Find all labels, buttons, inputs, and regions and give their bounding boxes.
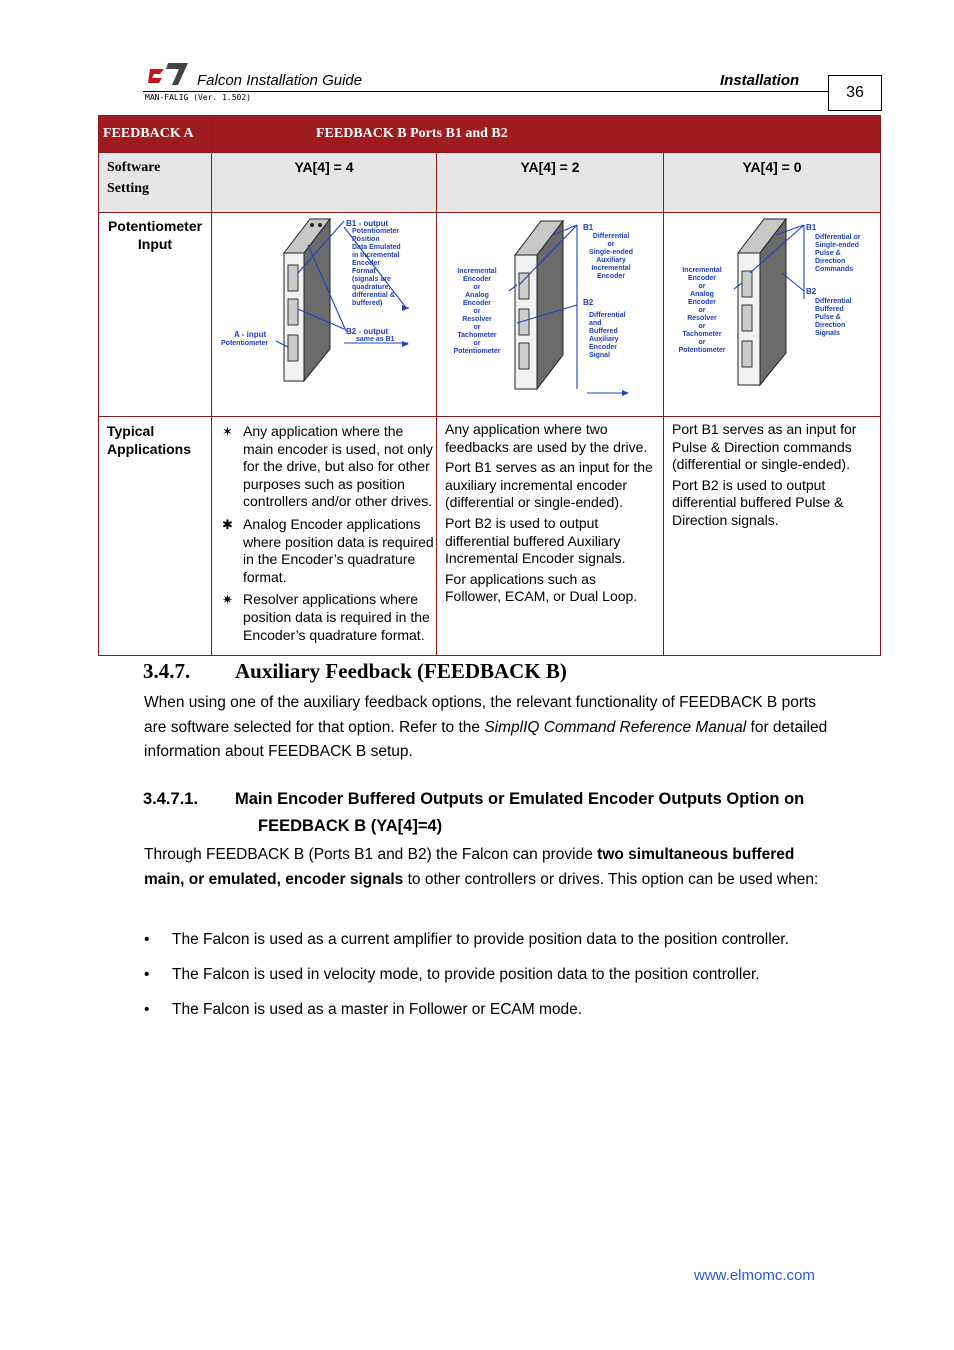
source-line: Resolver (687, 315, 717, 322)
section-paragraph (144, 691, 834, 765)
drive-diagram-ya2 (437, 213, 664, 413)
b1-desc-line: differential & (352, 292, 395, 299)
list-item-text: Any application where the main encoder is used, not only for the drive, but also for other purposes such as position controllers and/or other drives. (243, 423, 433, 510)
drive-unit-illustration (284, 219, 330, 381)
source-line: Resolver (462, 316, 492, 323)
list-item (144, 966, 760, 984)
table-header-row (99, 116, 881, 153)
b1-desc-line: Single-ended (815, 242, 859, 249)
list-item-text: The Falcon is used in velocity mode, to provide position data to the position controller. (172, 966, 760, 983)
star-bullet-icon: ✶ (222, 424, 233, 439)
b1-desc-line: Pulse & (815, 250, 841, 257)
source-line: Tachometer (682, 331, 722, 338)
b1-desc-line: Encoder (596, 273, 626, 280)
b1-desc-line: Data Emulated (352, 244, 401, 251)
source-line: or (698, 307, 706, 314)
diagram-cell-ya4 (212, 213, 437, 417)
paragraph-text: to other controllers or drives. This option can be used when: (403, 870, 819, 888)
subsection-paragraph (144, 843, 834, 892)
list-item (212, 516, 436, 586)
list-item (144, 1001, 582, 1019)
section-title: Auxiliary Feedback (FEEDBACK B) (235, 659, 567, 683)
b1-desc-line: Differential or (815, 234, 861, 241)
b1-desc-line: in Incremental (352, 252, 400, 259)
elmo-logo (148, 59, 190, 87)
input-source-list (678, 267, 725, 354)
ya-value-4: YA[4] = 4 (212, 153, 437, 213)
section-name: Installation (720, 72, 800, 89)
list-item (212, 591, 436, 644)
b2-desc-line: Auxiliary (589, 336, 619, 343)
bullet-icon: • (144, 966, 150, 983)
subsection-heading (143, 786, 843, 840)
potentiometer-label: Potentiometer Input (99, 213, 212, 417)
subsection-title-line2: FEEDBACK B (YA[4]=4) (258, 817, 443, 835)
list-item-text: Analog Encoder applications where position data is required in the Encoder’s quadrature format. (243, 515, 434, 585)
b2-desc-line: Signals (815, 330, 840, 337)
b2-desc-line: Buffered (815, 306, 844, 313)
b1-output-label: B1 - output (346, 219, 389, 228)
source-line: Tachometer (457, 332, 497, 339)
applications-ya2 (437, 417, 664, 656)
b1-description (589, 233, 633, 280)
software-setting-label: Software Setting (99, 153, 212, 213)
drive-diagram-ya4 (212, 213, 437, 413)
input-source-list (453, 268, 500, 355)
application-paragraph: For applications such as Follower, ECAM, or Dual Loop. (445, 570, 638, 605)
source-line: or (698, 339, 706, 346)
subsection-title-line1: Main Encoder Buffered Outputs or Emulated Encoder Outputs Option on (235, 790, 805, 808)
b1-desc-line: buffered) (352, 300, 383, 307)
b2-output-description: same as B1 (356, 336, 395, 343)
source-line: Incremental (457, 268, 497, 275)
source-line: or (698, 283, 706, 290)
b2-output-label: B2 - output (346, 327, 389, 336)
list-item-text: Resolver applications where position data is required in the Encoder’s quadrature format. (243, 591, 430, 643)
source-line: Incremental (682, 267, 722, 274)
source-line: or (473, 340, 481, 347)
source-line: Encoder (462, 276, 492, 283)
ya-value-2: YA[4] = 2 (437, 153, 664, 213)
b1-desc-line: Differential (592, 233, 630, 240)
b1-description (815, 234, 861, 273)
source-line: Potentiometer (678, 347, 726, 354)
header-rule (143, 91, 828, 92)
application-paragraph: Port B2 is used to output differential buffered Pulse & Direction signals. (672, 476, 844, 528)
b2-desc-line: Direction (815, 322, 846, 329)
b1-desc-line: Commands (815, 266, 854, 273)
feedback-a-header: FEEDBACK A (99, 116, 212, 153)
b1-desc-line: Incremental (591, 265, 631, 272)
b2-desc-line: Encoder (589, 344, 618, 351)
b2-desc-line: Signal (589, 352, 611, 359)
section-number: 3.4.7. (143, 659, 191, 683)
document-code: MAN-FALIG (Ver. 1.502) (145, 93, 251, 102)
a-input-label: A - input (234, 330, 267, 339)
manual-reference: SimplIQ Command Reference Manual (484, 718, 747, 736)
list-item (144, 931, 789, 949)
a-input-description: Potentiometer (221, 340, 269, 347)
application-paragraph: Any application where two feedbacks are used by the drive. (445, 421, 648, 455)
b1-desc-line: or (607, 241, 615, 248)
source-line: Analog (465, 292, 489, 299)
b1-desc-line: Auxiliary (596, 257, 626, 264)
emphasis-text: two simultaneous buffered main, or emulated, encoder signals (144, 846, 795, 888)
b1-desc-line: Single-ended (589, 249, 633, 256)
list-item-text: The Falcon is used as a master in Follower or ECAM mode. (172, 1001, 583, 1018)
b1-desc-line: (signals are (352, 276, 391, 283)
applications-ya0 (664, 417, 881, 656)
source-line: Analog (690, 291, 714, 298)
b2-label: B2 (806, 287, 817, 296)
b1-desc-line: Encoder (352, 260, 381, 267)
typical-applications-row (99, 417, 881, 656)
list-item (212, 423, 436, 511)
source-line: or (473, 284, 481, 291)
applications-ya4 (212, 417, 437, 656)
source-line: or (698, 323, 706, 330)
b1-desc-line: Direction (815, 258, 846, 265)
b1-label: B1 (806, 223, 817, 232)
typical-applications-label: Typical Applications (99, 417, 212, 656)
diagram-cell-ya2 (437, 213, 664, 417)
starburst-bullet-icon: ✷ (222, 592, 233, 608)
b2-desc-line: Differential (815, 298, 852, 305)
potentiometer-row (99, 213, 881, 417)
ya-value-0: YA[4] = 0 (664, 153, 881, 213)
source-line: or (473, 324, 481, 331)
paragraph-text: Through FEEDBACK B (Ports B1 and B2) the Falcon can provide (144, 846, 598, 863)
b1-output-description (352, 228, 401, 307)
diagram-cell-ya0 (664, 213, 881, 417)
b2-description (589, 312, 626, 359)
b1-desc-line: quadrature, (352, 284, 391, 291)
bullet-icon: • (144, 931, 150, 948)
b2-desc-line: Differential (589, 312, 626, 319)
b1-desc-line: Potentiometer (352, 228, 400, 235)
software-setting-row (99, 153, 881, 213)
paragraph-text: for detailed information about FEEDBACK B setup. (144, 718, 828, 761)
source-line: Encoder (687, 275, 717, 282)
source-line: Encoder (462, 300, 492, 307)
drive-unit-illustration (738, 219, 786, 385)
source-line: or (473, 308, 481, 315)
document-title: Falcon Installation Guide (197, 72, 363, 89)
b2-label: B2 (583, 298, 594, 307)
list-item-text: The Falcon is used as a current amplifier to provide position data to the position controller. (172, 931, 789, 948)
application-paragraph: Port B1 serves as an input for Pulse & Direction commands (differential or single-ended). (672, 421, 857, 473)
b1-desc-line: Format (352, 268, 376, 275)
section-heading (143, 659, 567, 684)
paragraph-text: When using one of the auxiliary feedback options, the relevant functionality of FEEDBACK B ports are software selected for that option. Refer to the (144, 694, 817, 736)
b2-desc-line: and (589, 320, 602, 327)
application-paragraph: Port B1 serves as an input for the auxiliary incremental encoder (differential or single-ended). (445, 459, 653, 511)
asterisk-bullet-icon: ✱ (222, 516, 233, 532)
source-line: Potentiometer (453, 348, 501, 355)
feedback-table (98, 115, 881, 656)
subsection-number: 3.4.7.1. (143, 790, 199, 808)
b1-label: B1 (583, 223, 594, 232)
source-line: Encoder (687, 299, 717, 306)
b2-desc-line: Pulse & (815, 314, 841, 321)
drive-diagram-ya0 (664, 213, 881, 413)
application-paragraph: Port B2 is used to output differential buffered Auxiliary Incremental Encoder signals. (445, 514, 626, 567)
feedback-b-header: FEEDBACK B Ports B1 and B2 (212, 116, 881, 153)
b2-desc-line: Buffered (589, 328, 618, 335)
b2-description (815, 298, 852, 337)
website-link[interactable]: www.elmomc.com (694, 1267, 815, 1284)
b1-desc-line: Position (352, 236, 380, 243)
page-number: 36 (828, 75, 882, 111)
bullet-icon: • (144, 1001, 150, 1018)
